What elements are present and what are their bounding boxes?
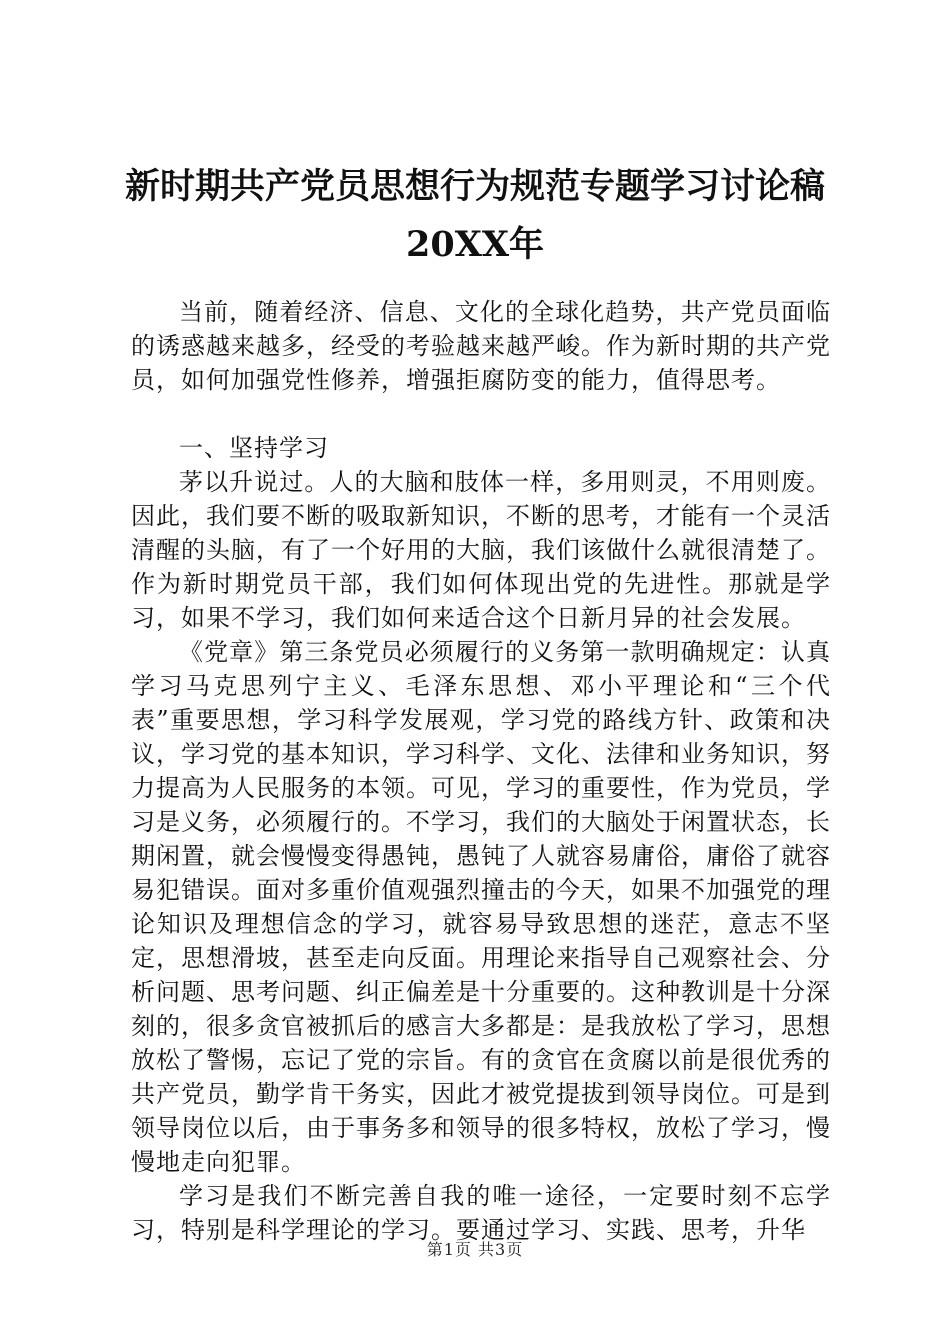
document-title [100, 158, 850, 274]
document-body [131, 295, 831, 1247]
page-footer: 第1页 共3页 [426, 1240, 524, 1259]
title-line-1: 新时期共产党员思想行为规范专题学习讨论稿 [124, 166, 825, 207]
body-paragraph: 学习是我们不断完善自我的唯一途径，一定要时刻不忘学习，特别是科学理论的学习。要通过学习、实践、思考，升华 [131, 1182, 831, 1244]
intro-paragraph: 当前，随着经济、信息、文化的全球化趋势，共产党员面临的诱惑越来越多，经受的考验越来越严峻。作为新时期的共产党员，如何加强党性修养，增强拒腐防变的能力，值得思考。 [131, 298, 831, 394]
title-line-2: 20XX年 [405, 224, 545, 265]
body-paragraph: 茅以升说过。人的大脑和肢体一样，多用则灵，不用则废。因此，我们要不断的吸取新知识，不断的思考，才能有一个灵活清醒的头脑，有了一个好用的大脑，我们该做什么就很清楚了。作为新时期党员干部，我们如何体现出党的先进性。那就是学习，如果不学习，我们如何来适合这个日新月异的社会发展。 [131, 468, 831, 632]
section-heading: 一、坚持学习 [179, 434, 329, 462]
body-paragraph: 《党章》第三条党员必须履行的义务第一款明确规定：认真学习马克思列宁主义、毛泽东思想、邓小平理论和“三个代表”重要思想，学习科学发展观，学习党的路线方针、政策和决议，学习党的基本知识，学习科学、文化、法律和业务知识，努力提高为人民服务的本领。可见，学习的重要性，作为党员，学习是义务，必须履行的。不学习，我们的大脑处于闲置状态，长期闲置，就会慢慢变得愚钝，愚钝了人就容易庸俗，庸俗了就容易犯错误。面对多重价值观强烈撞击的今天，如果不加强党的理论知识及理想信念的学习，就容易导致思想的迷茫，意志不坚定，思想滑坡，甚至走向反面。用理论来指导自己观察社会、分析问题、思考问题、纠正偏差是十分重要的。这种教训是十分深刻的，很多贪官被抓后的感言大多都是：是我放松了学习，思想放松了警惕，忘记了党的宗旨。有的贪官在贪腐以前是很优秀的共产党员，勤学肯干务实，因此才被党提拔到领导岗位。可是到领导岗位以后，由于事务多和领导的很多特权，放松了学习，慢慢地走向犯罪。 [131, 638, 831, 1176]
